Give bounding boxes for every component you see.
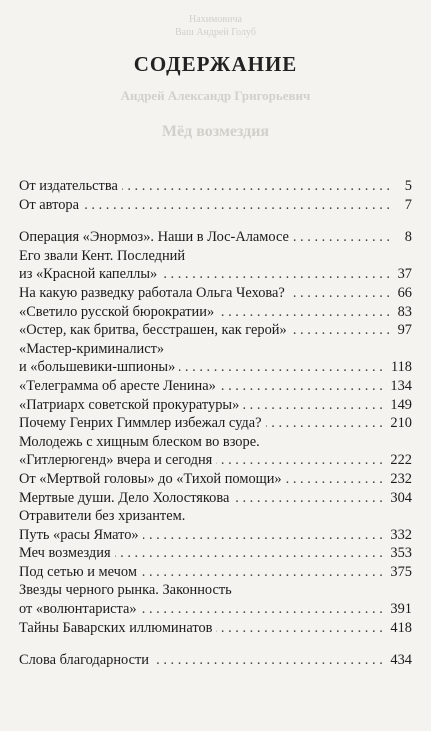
toc-entry-title: От автора xyxy=(19,196,83,215)
toc-entry-title: Под сетью и мечом xyxy=(19,563,141,582)
toc-entry-page: 134 xyxy=(386,377,412,396)
toc-entry xyxy=(19,358,412,377)
toc-entry-title: Мертвые души. Дело Холостякова xyxy=(19,489,233,508)
toc-entry-page: 5 xyxy=(401,177,412,196)
toc-entry-title: Меч возмездия xyxy=(19,544,115,563)
toc-entry-title: На какую разведку работала Ольга Чехова? xyxy=(19,284,289,303)
toc-entry-page: 149 xyxy=(386,396,412,415)
toc-entry-page: 332 xyxy=(386,526,412,545)
toc-entry-title: «Телеграмма об аресте Ленина» xyxy=(19,377,220,396)
toc-entry-title: Тайны Баварских иллюминатов xyxy=(19,619,216,638)
toc-entry xyxy=(19,470,412,489)
toc-entry xyxy=(19,581,412,600)
bleed-through-text-3: Андрей Александр Григорьевич xyxy=(120,88,311,103)
toc-entry xyxy=(19,651,412,670)
toc-entry-title: Почему Генрих Гиммлер избежал суда? xyxy=(19,414,266,433)
toc-entry-page: 37 xyxy=(394,265,412,284)
toc-entry xyxy=(19,433,412,452)
toc-entry-page: 210 xyxy=(386,414,412,433)
toc-entry xyxy=(19,377,412,396)
toc-entry-title: «Светило русской бюрократии» xyxy=(19,303,218,322)
toc-entry-title: «Гитлерюгенд» вчера и сегодня xyxy=(19,451,216,470)
toc-entry xyxy=(19,489,412,508)
toc-entry-page: 8 xyxy=(401,228,412,247)
toc-entry xyxy=(19,247,412,266)
toc-entry xyxy=(19,196,412,215)
toc-entry xyxy=(19,619,412,638)
toc-entry xyxy=(19,414,412,433)
toc-entry-title: Звезды черного рынка. Законность xyxy=(19,581,236,600)
toc-entry-title: Молодежь с хищным блеском во взоре. xyxy=(19,433,264,452)
toc-entry xyxy=(19,265,412,284)
toc-entry-title: Слова благодарности xyxy=(19,651,153,670)
toc-entry-page: 353 xyxy=(386,544,412,563)
toc-entry-page: 418 xyxy=(386,619,412,638)
toc-entry xyxy=(19,507,412,526)
toc-entry xyxy=(19,284,412,303)
toc-entry-title: Операция «Энормоз». Наши в Лос-Аламосе xyxy=(19,228,293,247)
toc-entry xyxy=(19,526,412,545)
toc-entry-title: От издательства xyxy=(19,177,122,196)
bleed-through-text-2: Ваш Андрей Голуб xyxy=(175,27,256,38)
toc-entry-title: «Мастер-криминалист» xyxy=(19,340,168,359)
toc-entry-title: Его звали Кент. Последний xyxy=(19,247,189,266)
toc-entry-page: 66 xyxy=(394,284,412,303)
toc-entry-title: от «волюнтариста» xyxy=(19,600,141,619)
bleed-through-text-1: Нахимовича xyxy=(189,14,242,25)
toc-entry-title: Отравители без хризантем. xyxy=(19,507,189,526)
toc-entry-page: 97 xyxy=(394,321,412,340)
toc-entry-page: 391 xyxy=(386,600,412,619)
toc-entry xyxy=(19,451,412,470)
toc-entry-title: Путь «расы Ямато» xyxy=(19,526,143,545)
toc-entry xyxy=(19,340,412,359)
toc-entry-page: 7 xyxy=(401,196,412,215)
toc-entry-page: 222 xyxy=(386,451,412,470)
toc-entry-page: 83 xyxy=(394,303,412,322)
toc-entry-page: 434 xyxy=(386,651,412,670)
toc-entry-page: 118 xyxy=(387,358,412,377)
toc-entry-title: «Остер, как бритва, бесстрашен, как герой» xyxy=(19,321,291,340)
toc-entry xyxy=(19,563,412,582)
toc-entry-title: От «Мертвой головы» до «Тихой помощи» xyxy=(19,470,286,489)
page-title: СОДЕРЖАНИЕ xyxy=(133,52,298,76)
toc-entry xyxy=(19,321,412,340)
toc-entry-page: 304 xyxy=(386,489,412,508)
toc-entry xyxy=(19,177,412,196)
bleed-through-text-4: Мёд возмездия xyxy=(161,123,270,140)
toc-entry xyxy=(19,600,412,619)
toc-entry-page: 375 xyxy=(386,563,412,582)
toc-entry xyxy=(19,303,412,322)
toc-entry-page: 232 xyxy=(386,470,412,489)
toc-entry-title: из «Красной капеллы» xyxy=(19,265,161,284)
toc-entry-title: и «большевики-шпионы» xyxy=(19,358,179,377)
toc-entry xyxy=(19,228,412,247)
table-of-contents xyxy=(19,177,412,670)
toc-entry xyxy=(19,544,412,563)
toc-entry-title: «Патриарх советской прокуратуры» xyxy=(19,396,243,415)
toc-entry xyxy=(19,396,412,415)
